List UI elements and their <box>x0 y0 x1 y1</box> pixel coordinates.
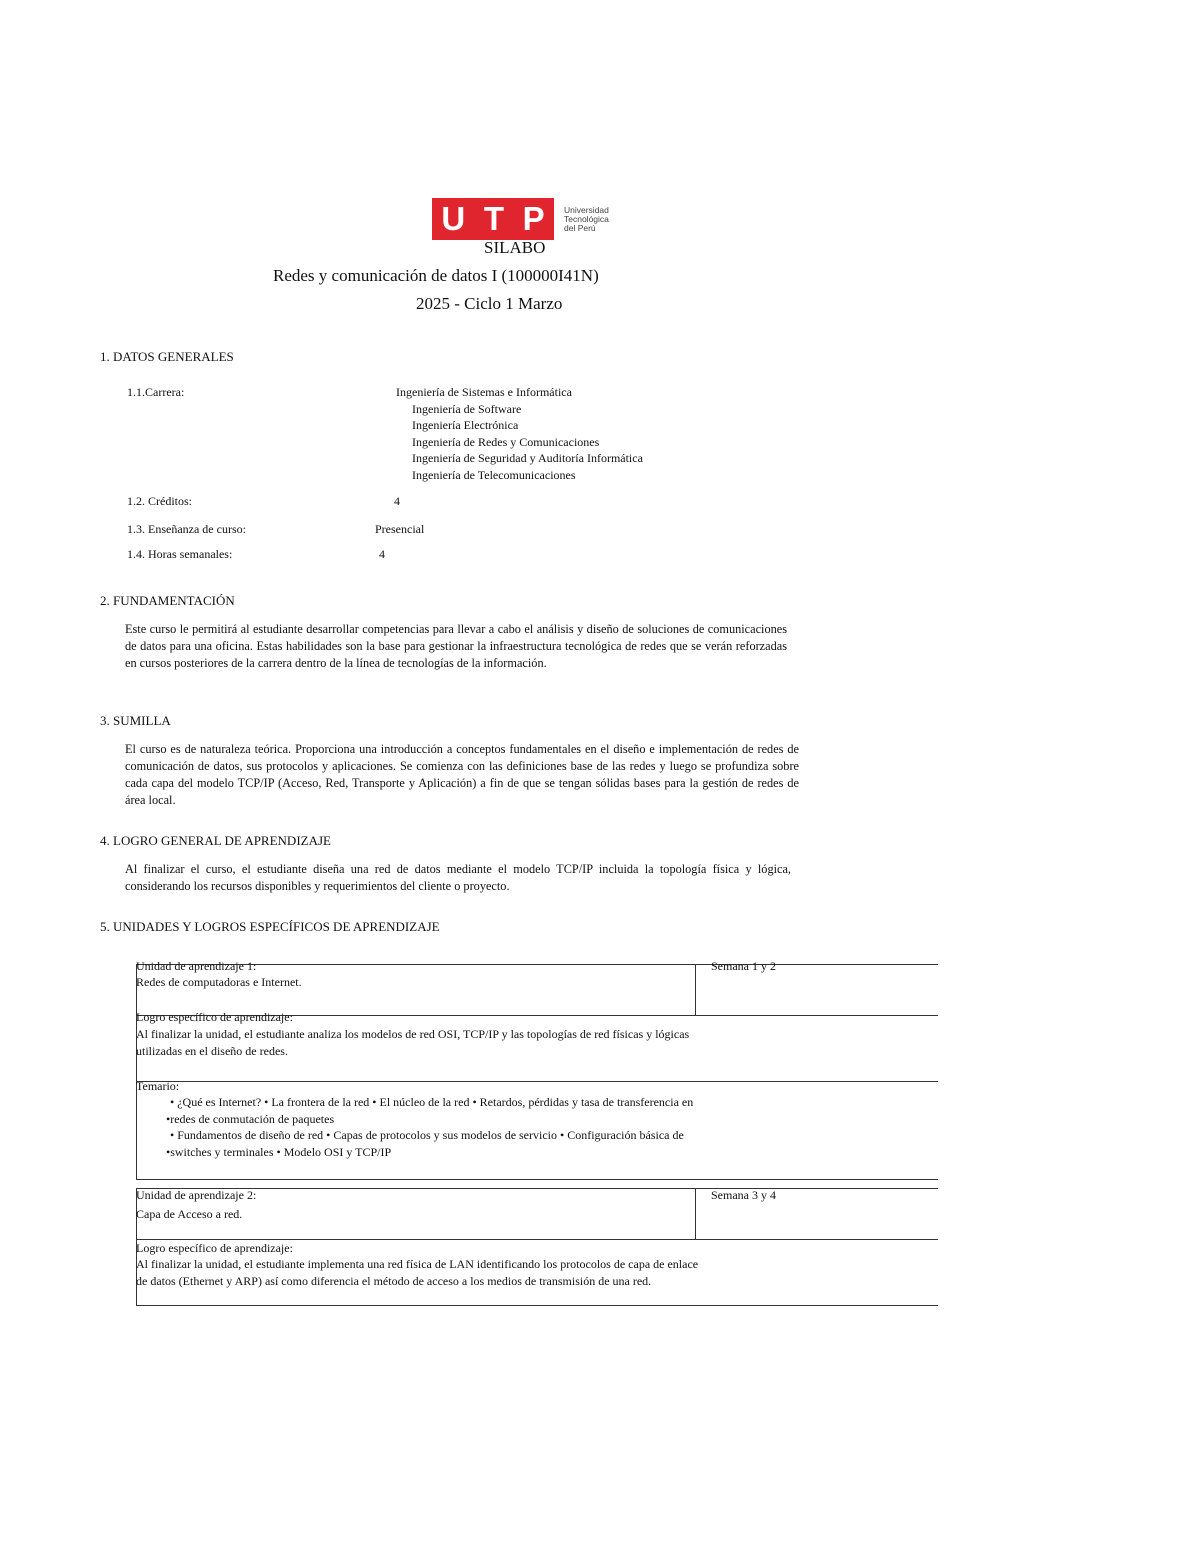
unit-2-name: Capa de Acceso a red. <box>136 1207 243 1221</box>
course-title: Redes y comunicación de datos I (100000I41N) <box>273 266 599 285</box>
logo-text: Universidad Tecnológica del Perú <box>564 204 609 233</box>
teaching-value: Presencial <box>375 522 425 536</box>
course-period: 2025 - Ciclo 1 Marzo <box>416 294 563 313</box>
hours-label: 1.4. Horas semanales: <box>127 547 233 561</box>
logo-letter-u: U <box>441 200 466 237</box>
career-label: 1.1.Carrera: <box>127 385 185 399</box>
career-item: Ingeniería de Software <box>412 401 522 416</box>
utp-logo <box>432 198 622 240</box>
unit-1-logro-label: Logro específico de aprendizaje: <box>136 1010 293 1024</box>
unit-1-weeks: Semana 1 y 2 <box>711 959 776 973</box>
unit-1-label: Unidad de aprendizaje 1: <box>136 959 257 973</box>
list-item: • ¿Qué es Internet? • La frontera de la red • El núcleo de la red • Retardos, pérdidas y tasa de transferencia en <box>170 1095 694 1109</box>
section-3-title: 3. SUMILLA <box>100 713 171 728</box>
list-item: •switches y terminales • Modelo OSI y TCP/IP <box>166 1144 392 1159</box>
career-item: Ingeniería de Sistemas e Informática <box>396 385 572 399</box>
teaching-label: 1.3. Enseñanza de curso: <box>127 522 246 536</box>
unit-2-label: Unidad de aprendizaje 2: <box>136 1188 257 1202</box>
unit-2-weeks: Semana 3 y 4 <box>711 1188 776 1202</box>
sumilla-text: El curso es de naturaleza teórica. Proporciona una introducción a conceptos fundamentales en el diseño e implementación de redes de comunicación de datos, sus protocolos y aplicaciones. Se comienza con las definiciones base de las redes y luego se profundiza sobre cada capa del modelo TCP/IP (Acceso, Red, Transporte y Aplicación) a fin de que se tengan sólidas bases para la gestión de redes de área local. <box>125 742 799 807</box>
unit-1-name: Redes de computadoras e Internet. <box>136 975 302 989</box>
logo-letter-p: P <box>522 200 545 237</box>
unit-1-temario-list <box>166 1094 693 1160</box>
unit-1-logro-text: Al finalizar la unidad, el estudiante analiza los modelos de red OSI, TCP/IP y las topologías de red físicas y lógicas utilizadas en el diseño de redes. <box>136 1027 690 1058</box>
career-item: Ingeniería Electrónica <box>412 418 519 432</box>
list-item: •redes de conmutación de paquetes <box>166 1111 335 1126</box>
section-1-title: 1. DATOS GENERALES <box>100 349 234 364</box>
logo-letter-t: T <box>483 200 504 237</box>
doc-type: SILABO <box>484 238 546 257</box>
logo-box <box>432 198 554 240</box>
unit-2-logro-label: Logro específico de aprendizaje: <box>136 1241 293 1255</box>
credits-label: 1.2. Créditos: <box>127 494 192 508</box>
unit-2-logro-text: Al finalizar la unidad, el estudiante implementa una red física de LAN identificando los protocolos de capa de enlace de datos (Ethernet y ARP) así como diferencia el método de acceso a los medios de transmisión de una red. <box>136 1257 699 1288</box>
section-4-title: 4. LOGRO GENERAL DE APRENDIZAJE <box>100 833 331 848</box>
career-item: Ingeniería de Seguridad y Auditoría Informática <box>412 451 643 465</box>
hours-value: 4 <box>379 547 385 561</box>
credits-value: 4 <box>394 494 400 508</box>
unit-1-temario-label: Temario: <box>136 1079 180 1093</box>
logro-general-text: Al finalizar el curso, el estudiante diseña una red de datos mediante el modelo TCP/IP incluida la topología física y lógica, considerando los recursos disponibles y requerimientos del cliente o proyecto. <box>125 862 791 893</box>
career-item: Ingeniería de Telecomunicaciones <box>412 467 576 482</box>
career-list <box>396 384 643 483</box>
section-5-title: 5. UNIDADES Y LOGROS ESPECÍFICOS DE APRENDIZAJE <box>100 919 440 934</box>
section-2-title: 2. FUNDAMENTACIÓN <box>100 593 235 608</box>
list-item: • Fundamentos de diseño de red • Capas de protocolos y sus modelos de servicio • Configuración básica de <box>170 1128 684 1142</box>
career-item: Ingeniería de Redes y Comunicaciones <box>412 434 600 449</box>
fundamentacion-text: Este curso le permitirá al estudiante desarrollar competencias para llevar a cabo el análisis y diseño de soluciones de comunicaciones de datos para una oficina. Estas habilidades son la base para gestionar la infraestructura tecnológica de redes que se verán reforzadas en cursos posteriores de la carrera dentro de la línea de tecnologías de la información. <box>125 622 787 670</box>
